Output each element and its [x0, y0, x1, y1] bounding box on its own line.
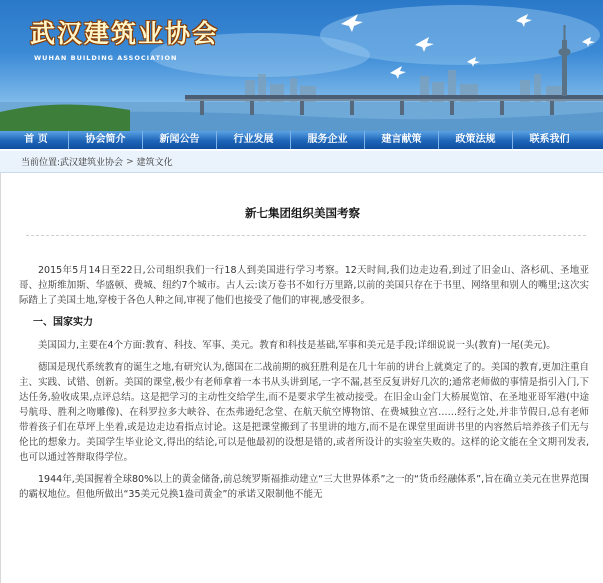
site-banner [0, 0, 603, 131]
breadcrumb-separator: > [126, 156, 134, 167]
article-title: 新七集团组织美国考察 [245, 206, 360, 220]
title-divider [26, 235, 586, 236]
nav-item-home[interactable]: 首 页 [4, 131, 69, 149]
nav-item-services[interactable]: 服务企业 [291, 131, 365, 149]
nav-item-suggestions[interactable]: 建言献策 [365, 131, 439, 149]
nav-item-news[interactable]: 新闻公告 [143, 131, 217, 149]
hill [0, 104, 130, 131]
breadcrumb-prefix: 当前位置: [21, 158, 61, 168]
nav-item-industry[interactable]: 行业发展 [217, 131, 291, 149]
site-title: 武汉建筑业协会 [30, 19, 220, 48]
dove-icon [390, 66, 406, 79]
article-paragraph: 2015年5月14日至22日,公司组织我们一行18人到美国进行学习考察。12天时间,我们边走边看,到过了旧金山、洛杉矶、圣地亚哥、拉斯维加斯、华盛顿、费城、纽约7个城市。古人云:读万卷书不如行万里路,以前的美国只存在于书里、网络里和别人的嘴里;这次实际踏上了美国土地,穿梭于各色人种之间,审视了他们也接受了他们的审视,感受很多。 [19, 265, 589, 306]
breadcrumb-link-culture[interactable]: 建筑文化 [136, 158, 173, 168]
article-paragraph: 美国国力,主要在4个方面:教育、科技、军事、美元。教育和科技是基础,军事和美元是手段;详细说说一头(教育)一尾(美元)。 [38, 340, 556, 351]
breadcrumb [0, 151, 603, 173]
nav-item-policies[interactable]: 政策法规 [439, 131, 513, 149]
section-heading: 一、国家实力 [33, 317, 93, 328]
article-paragraph: 德国是现代系统教育的诞生之地,有研究认为,德国在二战前期的疯狂胜利是在几十年前的讲台上就奠定了的。美国的教育,更加注重自主、实践、试错、创新。美国的课堂,极少有老师拿着一本书从头讲到尾,一字不漏,甚至反复讲好几次的;通常老师做的事情是指引入门,下达任务,验收成果,点评总结。这是把学习的主动性交给学生,而不是要求学生被动接受。在旧金山金门大桥展览馆、在圣地亚哥军港(中途号航母、胜利之吻雕像)、在科罗拉多大峡谷、在杰弗逊纪念堂、在航天航空博物馆、在费城独立宫……经行之处,并非节假日,总有老师带着孩子们在草坪上坐着,或是边走边看指点讨论。这是把课堂搬到了书里讲的地方,而不是在课堂里面讲书里的内容然后培养孩子们无与伦比的想象力。美国学生毕业论文,得出的结论,可以是他最初的设想是错的,或者所设计的实验室失败的。这样的论文能在全文期刊发表,也可以通过答辩取得学位。 [19, 362, 589, 463]
main-nav [0, 131, 603, 149]
article-body [19, 263, 589, 509]
breadcrumb-link-home[interactable]: 武汉建筑业协会 [60, 158, 124, 168]
article-paragraph: 1944年,美国握着全球80%以上的黄金储备,前总统罗斯福推动建立“三大世界体系”之一的“货币经融体系”,旨在确立美元在世界范围的霸权地位。但他所做出“35美元兑换1盎司黄金”的承诺又限制他不能无 [19, 474, 589, 500]
nav-item-contact[interactable]: 联系我们 [529, 134, 570, 145]
article-content [0, 173, 603, 583]
site-subtitle: WUHAN BUILDING ASSOCIATION [34, 54, 178, 62]
nav-item-about[interactable]: 协会简介 [69, 131, 143, 149]
